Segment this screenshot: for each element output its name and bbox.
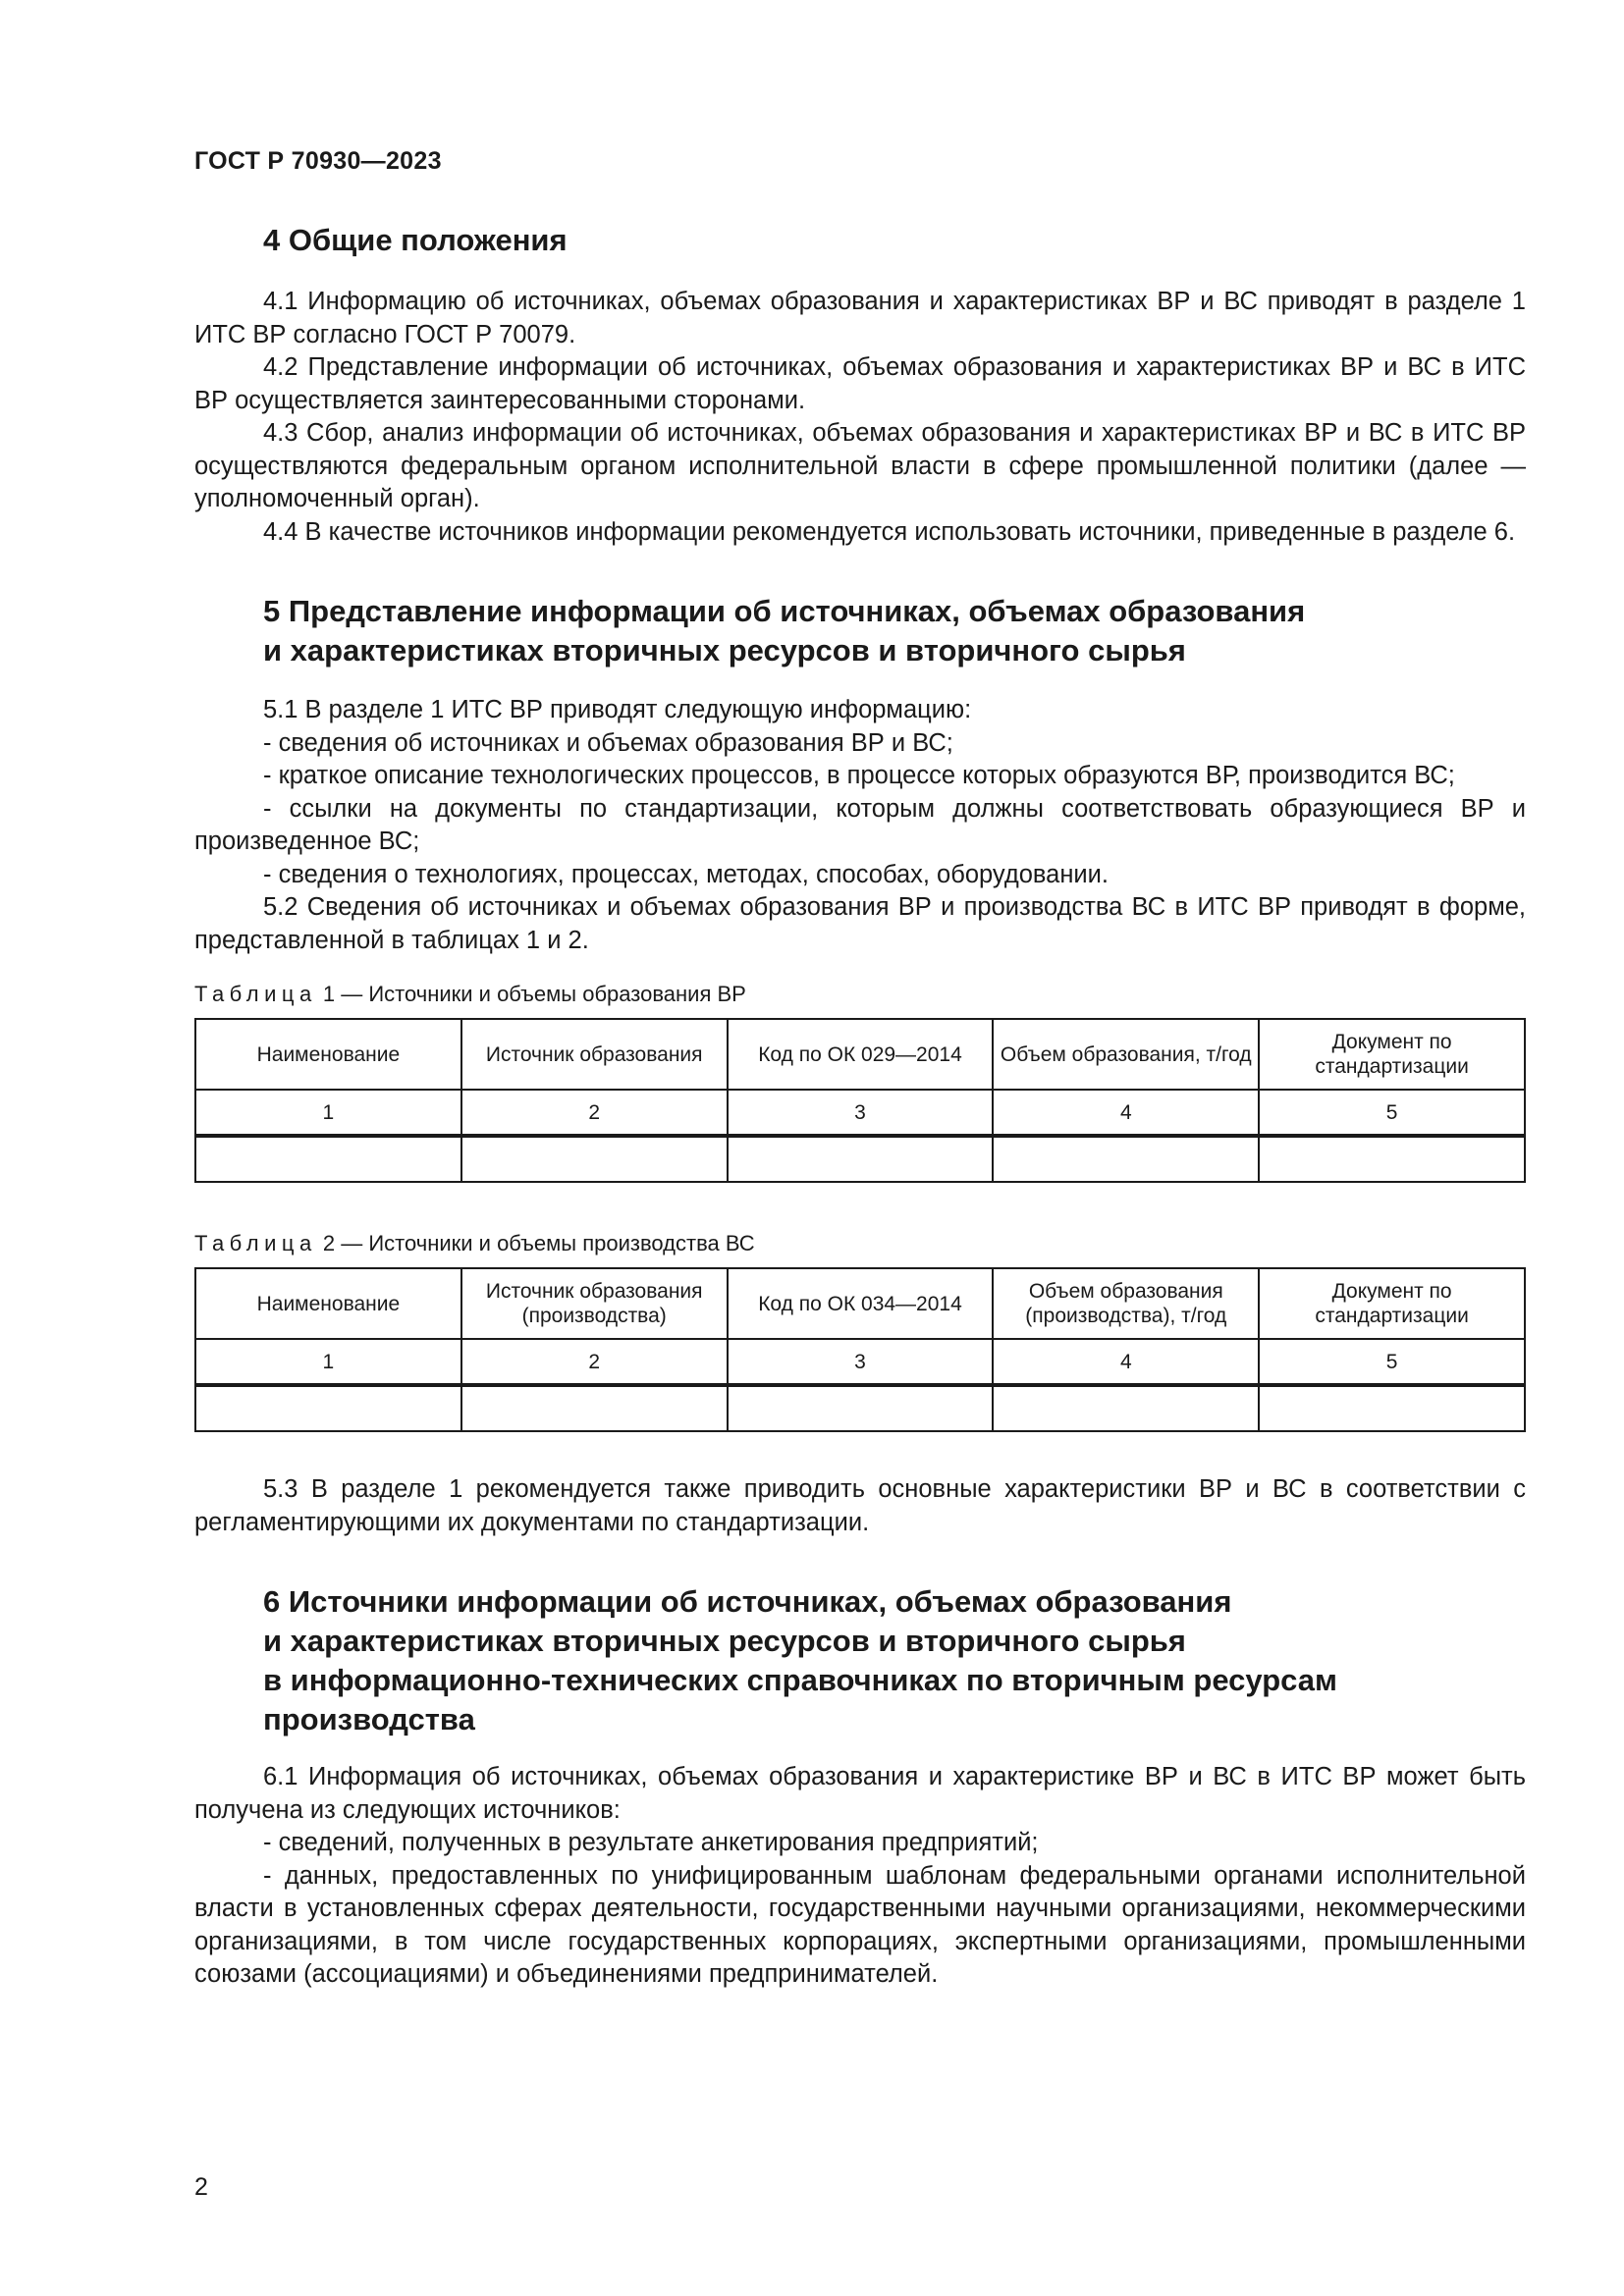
paragraph-5-1: 5.1 В разделе 1 ИТС ВР приводят следующую информацию: xyxy=(263,696,972,723)
header-cell: Источник образования (производства) xyxy=(461,1268,728,1339)
table-1-caption xyxy=(194,981,1526,1008)
number-cell: 5 xyxy=(1259,1090,1525,1136)
table-1-caption-text: 1 — Источники и объемы образования ВР xyxy=(322,982,746,1006)
table-2 xyxy=(194,1267,1526,1432)
table-number-row xyxy=(195,1339,1525,1385)
list-item: - сведения о технологиях, процессах, методах, способах, оборудовании. xyxy=(263,860,1109,888)
number-cell: 2 xyxy=(461,1339,728,1385)
section-6-title xyxy=(194,1582,1526,1739)
empty-cell xyxy=(728,1136,994,1182)
page-number: 2 xyxy=(194,2173,208,2201)
header-cell: Наименование xyxy=(195,1019,461,1090)
document-code-header: ГОСТ Р 70930—2023 xyxy=(194,147,442,175)
paragraph-4-4: 4.4 В качестве источников информации рекомендуется использовать источники, приведенные в разделе 6. xyxy=(263,517,1516,546)
table-header-row xyxy=(195,1019,1525,1090)
paragraph-5-2: 5.2 Сведения об источниках и объемах образования ВР и производства ВС в ИТС ВР приводят в форме, представленной в таблицах 1 и 2. xyxy=(194,893,1526,954)
section-5-title-line-2: и характеристиках вторичных ресурсов и вторичного сырья xyxy=(263,633,1186,667)
header-cell: Источник образования xyxy=(461,1019,728,1090)
header-cell: Наименование xyxy=(195,1268,461,1339)
table-1-caption-label: Таблица xyxy=(194,982,317,1006)
header-cell: Документ по стандартизации xyxy=(1259,1019,1525,1090)
header-cell: Объем образования, т/год xyxy=(993,1019,1259,1090)
table-header-row xyxy=(195,1268,1525,1339)
table-row xyxy=(195,1385,1525,1431)
paragraph-4-2: 4.2 Представление информации об источниках, объемах образования и характеристиках ВР и ВС в ИТС ВР осуществляется заинтересованными сторонами. xyxy=(194,353,1526,414)
section-6-title-line-3: в информационно-технических справочниках по вторичным ресурсам xyxy=(263,1663,1337,1697)
paragraph-5-3: 5.3 В разделе 1 рекомендуется также приводить основные характеристики ВР и ВС в соответствии с регламентирующими их документами по стандартизации. xyxy=(194,1475,1526,1536)
empty-cell xyxy=(461,1136,728,1182)
list-item: - сведения об источниках и объемах образования ВР и ВС; xyxy=(263,728,953,757)
empty-cell xyxy=(461,1385,728,1431)
empty-cell xyxy=(195,1385,461,1431)
number-cell: 3 xyxy=(728,1090,994,1136)
number-cell: 3 xyxy=(728,1339,994,1385)
empty-cell xyxy=(1259,1385,1525,1431)
number-cell: 4 xyxy=(993,1090,1259,1136)
header-cell: Код по ОК 029—2014 xyxy=(728,1019,994,1090)
section-4-title: 4 Общие положения xyxy=(263,223,568,257)
section-6-title-line-1: 6 Источники информации об источниках, объемах образования xyxy=(263,1584,1232,1619)
paragraph-4-3: 4.3 Сбор, анализ информации об источниках, объемах образования и характеристиках ВР и ВС в ИТС ВР осуществляются федеральным органом исполнительной власти в сфере промышленной политики (далее — уполномоченный орган). xyxy=(194,419,1526,512)
table-2-caption-label: Таблица xyxy=(194,1231,317,1255)
table-2-caption xyxy=(194,1230,1526,1257)
header-cell: Документ по стандартизации xyxy=(1259,1268,1525,1339)
empty-cell xyxy=(993,1385,1259,1431)
list-item: - данных, предоставленных по унифицированным шаблонам федеральными органами исполнительной власти в установленных сферах деятельности, государственными научными организациями, некоммерческими организациями, в том числе государственных корпорациях, экспертными организациями, промышленными союзами (ассоциациями) и объединениями предпринимателей. xyxy=(194,1861,1526,1988)
section-6-title-line-2: и характеристиках вторичных ресурсов и вторичного сырья xyxy=(263,1624,1186,1658)
list-item: - ссылки на документы по стандартизации, которым должны соответствовать образующиеся ВР и произведенное ВС; xyxy=(194,794,1526,855)
table-2-caption-text: 2 — Источники и объемы производства ВС xyxy=(322,1231,755,1255)
number-cell: 1 xyxy=(195,1090,461,1136)
paragraph-4-1: 4.1 Информацию об источниках, объемах образования и характеристиках ВР и ВС приводят в разделе 1 ИТС ВР согласно ГОСТ Р 70079. xyxy=(194,288,1526,348)
empty-cell xyxy=(993,1136,1259,1182)
header-cell: Код по ОК 034—2014 xyxy=(728,1268,994,1339)
number-cell: 1 xyxy=(195,1339,461,1385)
empty-cell xyxy=(195,1136,461,1182)
table-number-row xyxy=(195,1090,1525,1136)
table-row xyxy=(195,1136,1525,1182)
empty-cell xyxy=(728,1385,994,1431)
header-cell: Объем образования (производства), т/год xyxy=(993,1268,1259,1339)
page-content xyxy=(194,221,1526,1992)
number-cell: 2 xyxy=(461,1090,728,1136)
section-5-title xyxy=(194,592,1526,670)
paragraph-6-1: 6.1 Информация об источниках, объемах образования и характеристике ВР и ВС в ИТС ВР может быть получена из следующих источников: xyxy=(194,1763,1526,1824)
number-cell: 4 xyxy=(993,1339,1259,1385)
number-cell: 5 xyxy=(1259,1339,1525,1385)
empty-cell xyxy=(1259,1136,1525,1182)
list-item: - краткое описание технологических процессов, в процессе которых образуются ВР, производится ВС; xyxy=(263,762,1455,789)
section-5-title-line-1: 5 Представление информации об источниках, объемах образования xyxy=(263,594,1306,628)
table-1 xyxy=(194,1018,1526,1183)
section-6-title-line-4: производства xyxy=(263,1702,475,1736)
list-item: - сведений, полученных в результате анкетирования предприятий; xyxy=(263,1829,1039,1856)
